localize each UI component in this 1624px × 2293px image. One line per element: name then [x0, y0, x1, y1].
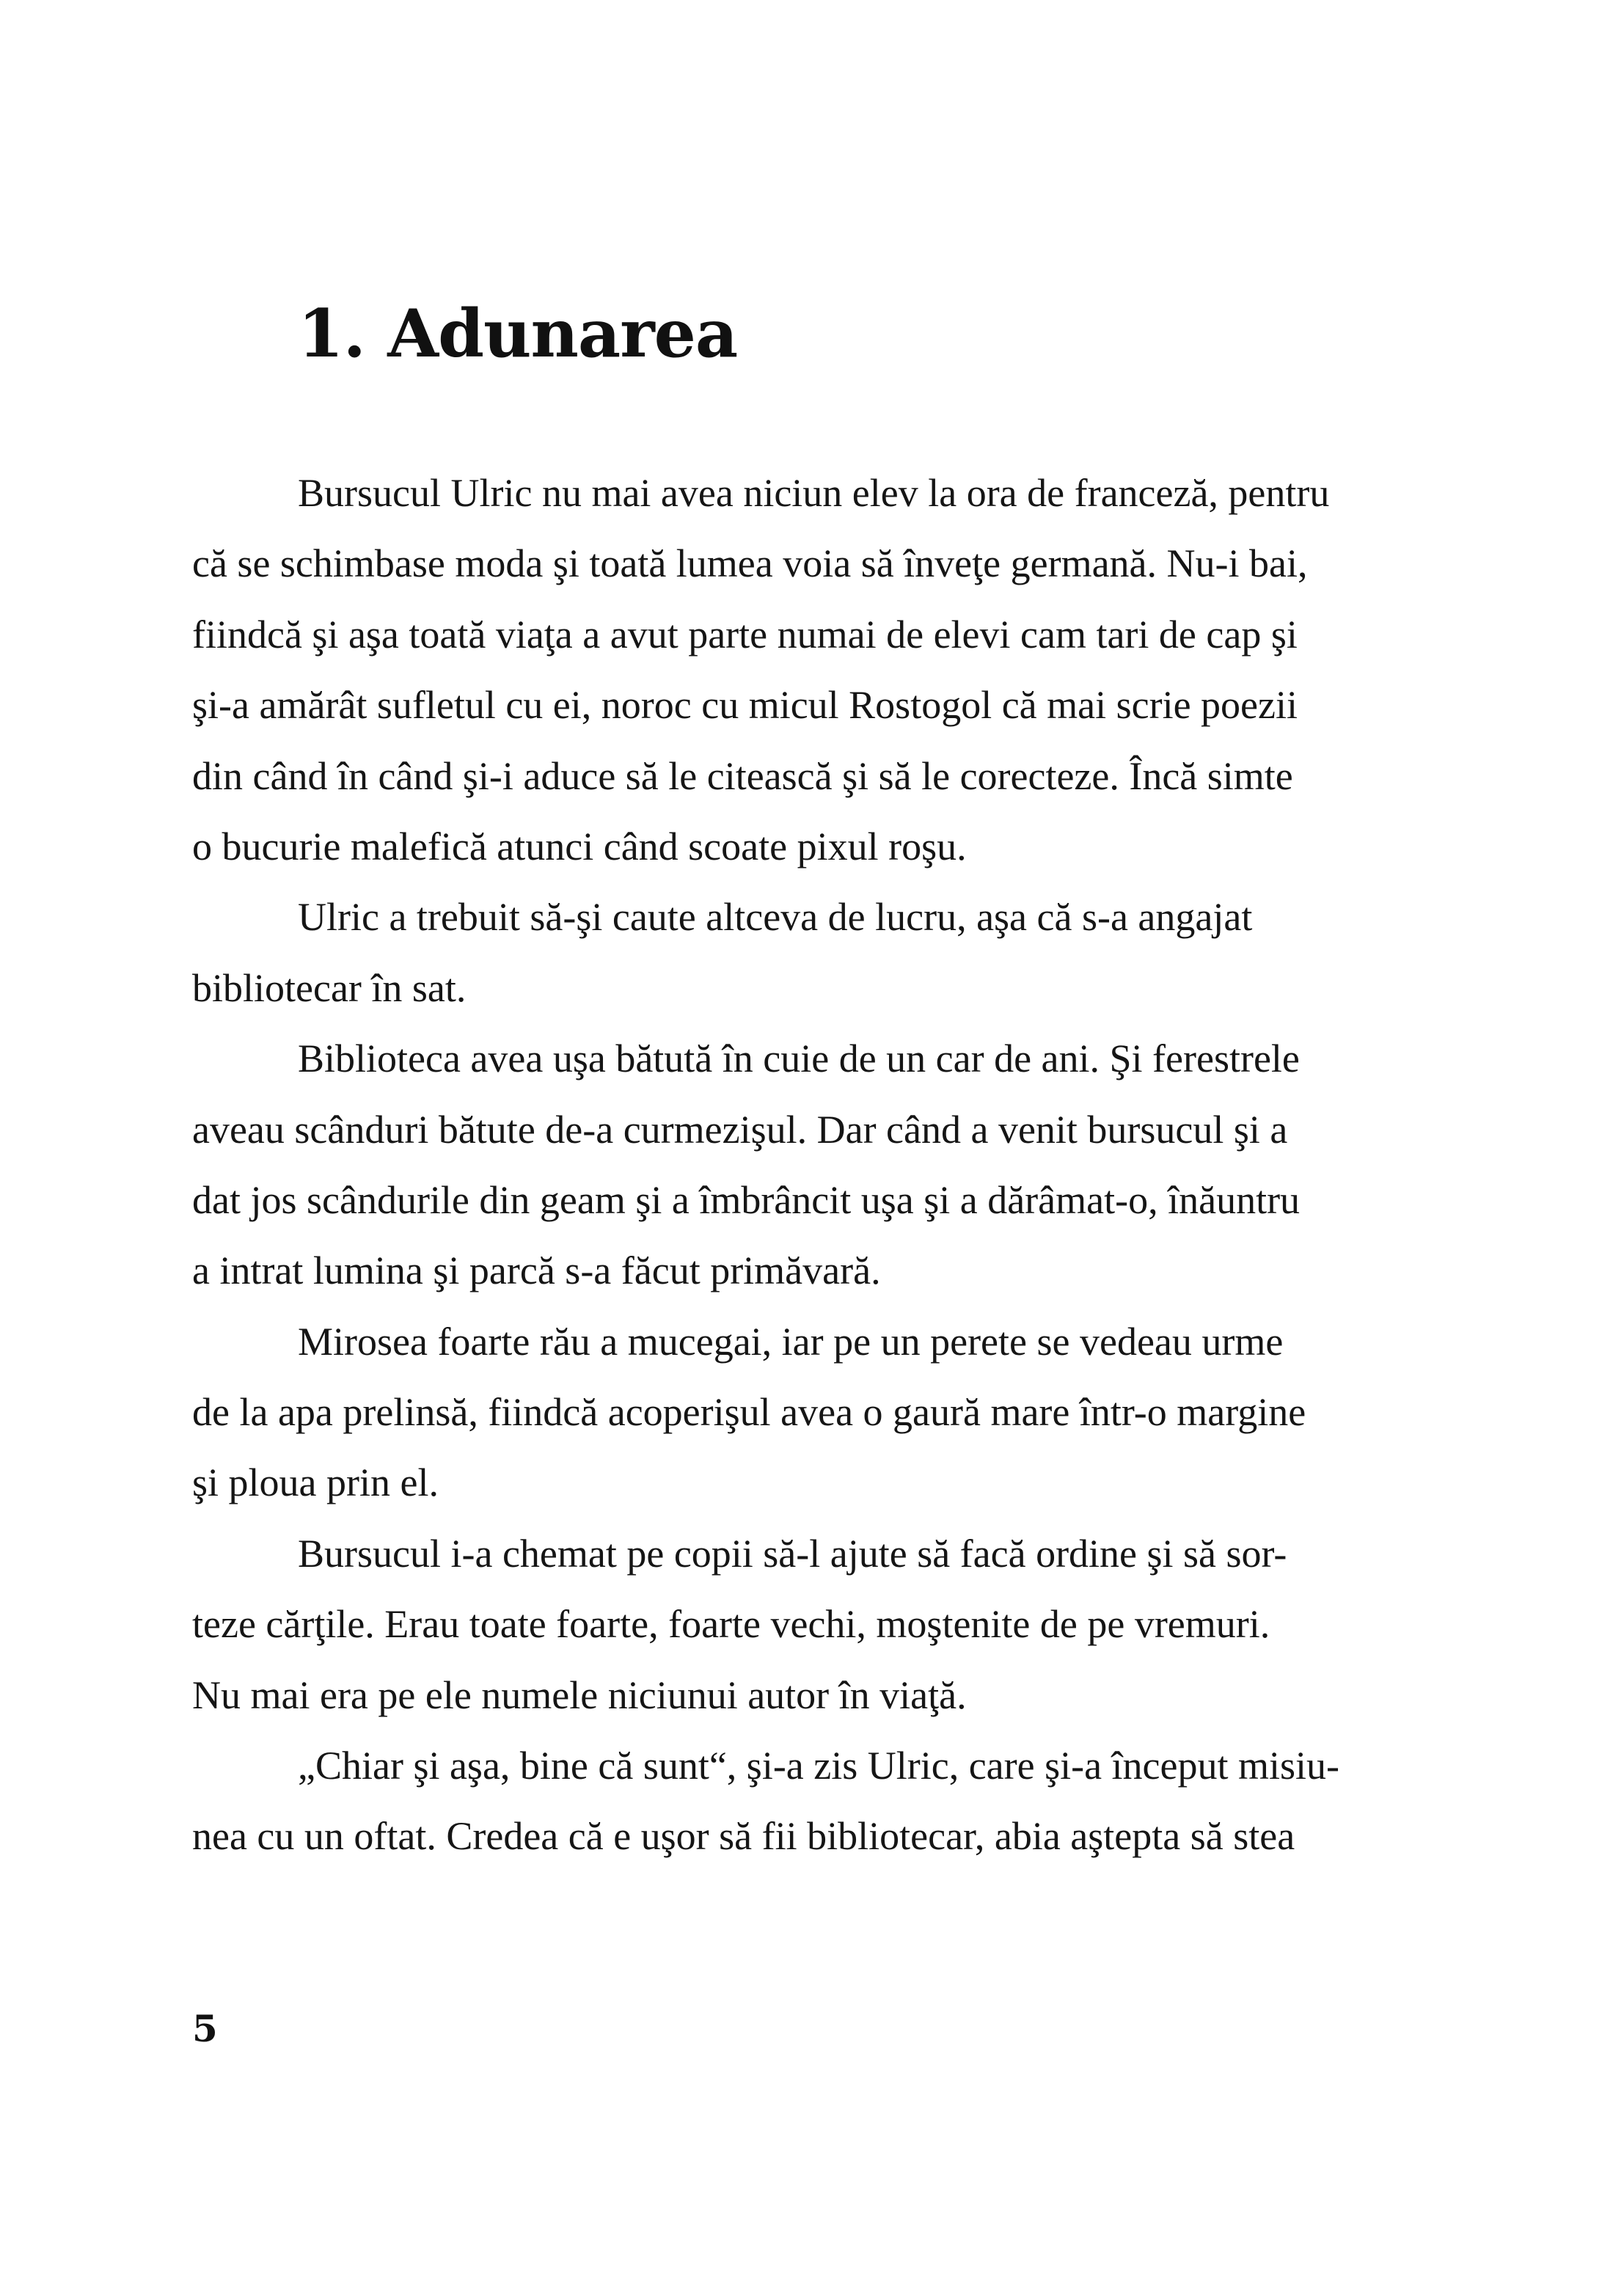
paragraph-line: de la apa prelinsă, fiindcă acoperişul avea o gaură mare într-o margine [192, 1390, 1306, 1435]
paragraph-line: teze cărţile. Erau toate foarte, foarte vechi, moştenite de pe vremuri. [192, 1602, 1270, 1647]
paragraph-line: „Chiar şi aşa, bine că sunt“, şi-a zis Ulric, care şi-a început misiu- [298, 1744, 1340, 1788]
chapter-title: 1. Adunarea [298, 295, 738, 373]
paragraph-line: Bursucul Ulric nu mai avea niciun elev la ora de franceză, pentru [298, 471, 1330, 515]
paragraph-line: Ulric a trebuit să-şi caute altceva de lucru, aşa că s-a angajat [298, 895, 1253, 940]
paragraph-line: Nu mai era pe ele numele niciunui autor în viaţă. [192, 1672, 967, 1717]
paragraph-line: dat jos scândurile din geam şi a îmbrâncit uşa şi a dărâmat-o, înăuntru [192, 1177, 1301, 1222]
paragraph-line: fiindcă şi aşa toată viaţa a avut parte numai de elevi cam tari de cap şi [192, 612, 1298, 657]
page-number: 5 [192, 2007, 218, 2050]
paragraph-line: Mirosea foarte rău a mucegai, iar pe un perete se vedeau urme [298, 1319, 1284, 1364]
paragraph-line: şi ploua prin el. [192, 1460, 439, 1505]
paragraph-line: a intrat lumina şi parcă s-a făcut primăvară. [192, 1248, 881, 1293]
paragraph-line: aveau scânduri bătute de-a curmezişul. Dar când a venit bursucul şi a [192, 1107, 1288, 1152]
paragraph-line: bibliotecar în sat. [192, 965, 467, 1010]
paragraph-line: din când în când şi-i aduce să le citească şi să le corecteze. Încă simte [192, 753, 1293, 798]
paragraph-line: nea cu un oftat. Credea că e uşor să fii bibliotecar, abia aştepta să stea [192, 1814, 1295, 1859]
paragraph-line: Bursucul i-a chemat pe copii să-l ajute să facă ordine şi să sor- [298, 1531, 1287, 1576]
body-text [192, 458, 1395, 1872]
paragraph-line: o bucurie malefică atunci când scoate pixul roşu. [192, 824, 967, 868]
paragraph-line: şi-a amărât sufletul cu ei, noroc cu micul Rostogol că mai scrie poezii [192, 683, 1298, 728]
paragraph-line: că se schimbase moda şi toată lumea voia să înveţe germană. Nu-i bai, [192, 541, 1308, 586]
paragraph-line: Biblioteca avea uşa bătută în cuie de un car de ani. Şi ferestrele [298, 1036, 1300, 1081]
